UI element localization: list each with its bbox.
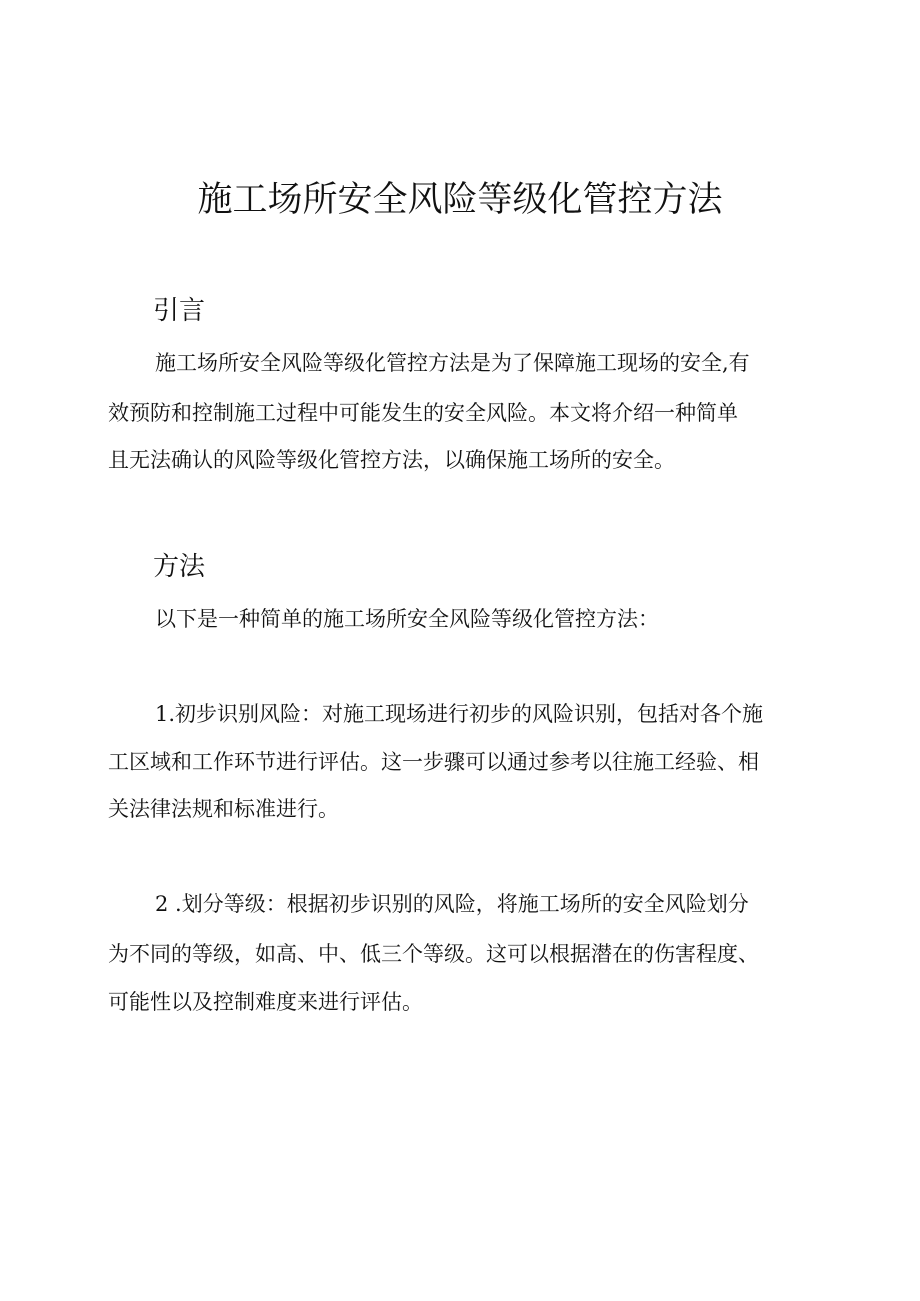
section-heading-method: 方法 xyxy=(153,552,206,582)
intro-paragraph-line: 施工场所安全风险等级化管控方法是为了保障施工现场的安全,有 xyxy=(155,351,750,375)
step-1-line: 工区域和工作环节进行评估。这一步骤可以通过参考以往施工经验、相 xyxy=(108,750,759,774)
step-2-line: 为不同的等级，如高、中、低三个等级。这可以根据潜在的伤害程度、 xyxy=(108,942,759,966)
method-lead-text: 以下是一种简单的施工场所安全风险等级化管控方法： xyxy=(155,607,659,631)
step-2-line: 2 .划分等级：根据初步识别的风险，将施工场所的安全风险划分 xyxy=(155,892,749,916)
step-1-line: 关法律法规和标准进行。 xyxy=(108,797,339,821)
step-2-line: 可能性以及控制难度来进行评估。 xyxy=(108,990,423,1014)
section-heading-intro: 引言 xyxy=(153,296,206,326)
step-1-line: 1.初步识别风险：对施工现场进行初步的风险识别，包括对各个施 xyxy=(155,702,764,726)
intro-paragraph-line: 且无法确认的风险等级化管控方法，以确保施工场所的安全。 xyxy=(108,448,675,472)
document-title: 施工场所安全风险等级化管控方法 xyxy=(197,180,723,220)
intro-paragraph-line: 效预防和控制施工过程中可能发生的安全风险。本文将介绍一种简单 xyxy=(108,401,738,425)
